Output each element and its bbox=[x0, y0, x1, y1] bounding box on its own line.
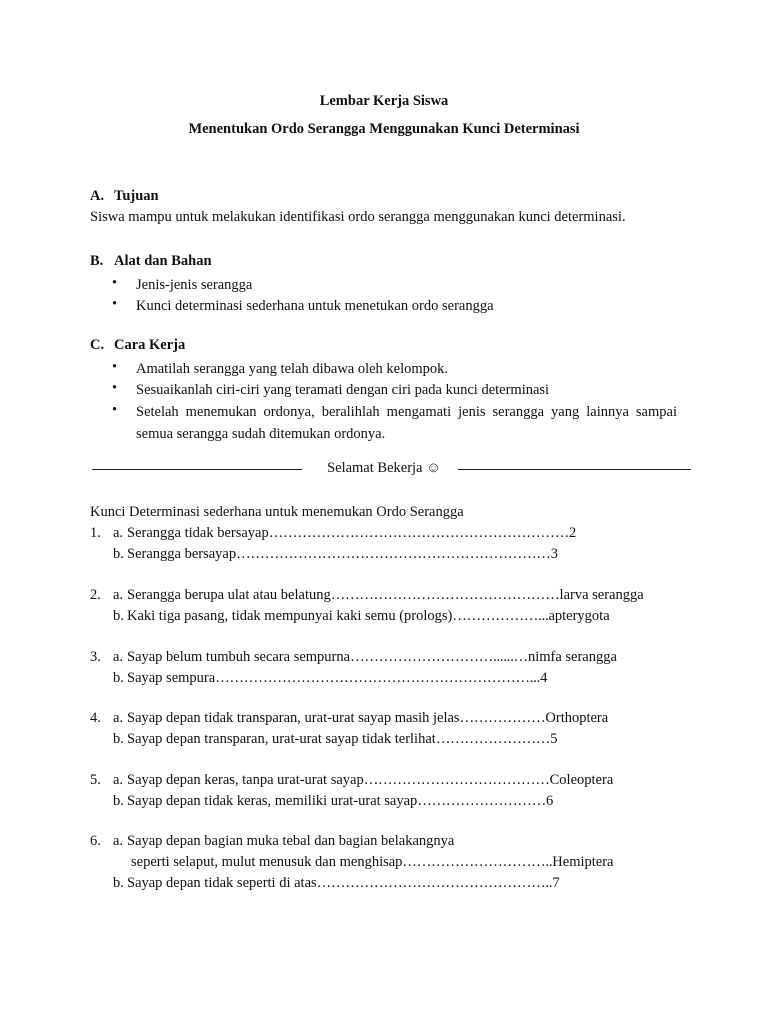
list-item bbox=[112, 296, 677, 318]
key-number: 5. bbox=[90, 772, 101, 788]
key-option-label: a. bbox=[113, 525, 124, 541]
section-title: Cara Kerja bbox=[114, 337, 186, 353]
bullet-icon: • bbox=[112, 359, 118, 375]
key-result: Coleoptera bbox=[549, 772, 614, 788]
section-title: Tujuan bbox=[114, 188, 159, 204]
bullet-icon: • bbox=[112, 296, 118, 312]
list-item bbox=[112, 275, 677, 297]
key-option-label: a. bbox=[113, 710, 124, 726]
key-option-label: b. bbox=[113, 670, 124, 686]
key-option-text: Sayap depan tidak seperti di atas bbox=[127, 875, 317, 891]
key-number: 3. bbox=[90, 649, 101, 665]
key-option-text: Sayap depan transparan, urat-urat sayap tidak terlihat bbox=[127, 731, 436, 747]
section-a-heading bbox=[90, 188, 159, 205]
key-leader-dots: ………………………………………… bbox=[330, 587, 560, 603]
key-leader-dots: …………………………......… bbox=[350, 649, 528, 665]
key-number: 1. bbox=[90, 525, 101, 541]
list-item-text: Jenis-jenis serangga bbox=[136, 277, 253, 293]
list-item bbox=[112, 402, 677, 445]
key-leader-dots: ………………………………………………………… bbox=[236, 546, 551, 562]
list-item-text: Amatilah serangga yang telah dibawa oleh kelompok. bbox=[136, 361, 449, 377]
section-title: Alat dan Bahan bbox=[114, 253, 212, 269]
key-option-text: Sayap sempura bbox=[127, 670, 216, 686]
document-subtitle: Menentukan Ordo Serangga Menggunakan Kunci Determinasi bbox=[188, 121, 580, 137]
key-option-text: Sayap belum tumbuh secara sempurna bbox=[127, 649, 351, 665]
section-b-heading bbox=[90, 253, 212, 270]
key-number: 4. bbox=[90, 710, 101, 726]
key-option-text: Sayap depan bagian muka tebal dan bagian belakangnya bbox=[127, 833, 455, 849]
key-option-text: Kaki tiga pasang, tidak mempunyai kaki semu (prologs) bbox=[127, 608, 453, 624]
key-option-label: a. bbox=[113, 833, 124, 849]
key-option-text: Serangga tidak bersayap bbox=[127, 525, 269, 541]
key-leader-dots: …………………………………………………………... bbox=[215, 670, 541, 686]
key-result: nimfa serangga bbox=[527, 649, 617, 665]
list-item bbox=[112, 359, 677, 381]
section-c-heading bbox=[90, 337, 185, 354]
key-leader-dots: ……………… bbox=[459, 710, 546, 726]
key-result: larva serangga bbox=[559, 587, 644, 603]
bullet-icon: • bbox=[112, 402, 118, 418]
key-option-text: seperti selaput, mulut menusuk dan menghisap bbox=[131, 854, 403, 870]
key-result: 2 bbox=[569, 525, 577, 541]
key-option-text: Sayap depan tidak transparan, urat-urat sayap masih jelas bbox=[127, 710, 460, 726]
document-title: Lembar Kerja Siswa bbox=[319, 93, 449, 109]
key-option-label: a. bbox=[113, 587, 124, 603]
key-title: Kunci Determinasi sederhana untuk menemukan Ordo Serangga bbox=[90, 504, 464, 520]
section-a-text: Siswa mampu untuk melakukan identifikasi ordo serangga menggunakan kunci determinasi. bbox=[90, 209, 626, 225]
bullet-icon: • bbox=[112, 275, 118, 291]
section-letter: A. bbox=[90, 188, 105, 204]
key-option-label: b. bbox=[113, 731, 124, 747]
key-option-label: b. bbox=[113, 608, 124, 624]
key-leader-dots: ………………………………… bbox=[363, 772, 550, 788]
key-option-label: a. bbox=[113, 772, 124, 788]
list-item-text: Kunci determinasi sederhana untuk menetukan ordo serangga bbox=[136, 298, 494, 314]
key-result: 6 bbox=[546, 793, 554, 809]
key-result: Hemiptera bbox=[552, 854, 614, 870]
key-number: 6. bbox=[90, 833, 101, 849]
key-leader-dots: ………………... bbox=[452, 608, 549, 624]
key-number: 2. bbox=[90, 587, 101, 603]
list-item-text: Setelah menemukan ordonya, beralihlah mengamati jenis serangga yang lainnya sampai semua serangga sudah ditemukan ordonya. bbox=[136, 404, 677, 442]
key-leader-dots: ………………………….. bbox=[402, 854, 553, 870]
closing-message: Selamat Bekerja ☺ bbox=[327, 460, 441, 476]
key-result: 7 bbox=[552, 875, 560, 891]
key-leader-dots: …………………… bbox=[435, 731, 551, 747]
key-option-label: b. bbox=[113, 793, 124, 809]
key-option-label: a. bbox=[113, 649, 124, 665]
key-option-text: Sayap depan keras, tanpa urat-urat sayap bbox=[127, 772, 364, 788]
key-result: 3 bbox=[550, 546, 558, 562]
list-item bbox=[112, 380, 677, 402]
key-leader-dots: ………………………………………….. bbox=[316, 875, 553, 891]
key-result: Orthoptera bbox=[545, 710, 609, 726]
key-leader-dots: ……………………………………………………… bbox=[268, 525, 570, 541]
key-result: apterygota bbox=[548, 608, 610, 624]
key-option-text: Serangga berupa ulat atau belatung bbox=[127, 587, 331, 603]
section-letter: C. bbox=[90, 337, 105, 353]
bullet-icon: • bbox=[112, 380, 118, 396]
key-result: 4 bbox=[540, 670, 548, 686]
key-option-text: Sayap depan tidak keras, memiliki urat-urat sayap bbox=[127, 793, 418, 809]
key-option-text: Serangga bersayap bbox=[127, 546, 237, 562]
key-option-label: b. bbox=[113, 875, 124, 891]
key-result: 5 bbox=[550, 731, 558, 747]
divider-right bbox=[458, 469, 691, 470]
section-letter: B. bbox=[90, 253, 104, 269]
key-leader-dots: ……………………… bbox=[417, 793, 547, 809]
key-option-label: b. bbox=[113, 546, 124, 562]
list-item-text: Sesuaikanlah ciri-ciri yang teramati dengan ciri pada kunci determinasi bbox=[136, 382, 550, 398]
